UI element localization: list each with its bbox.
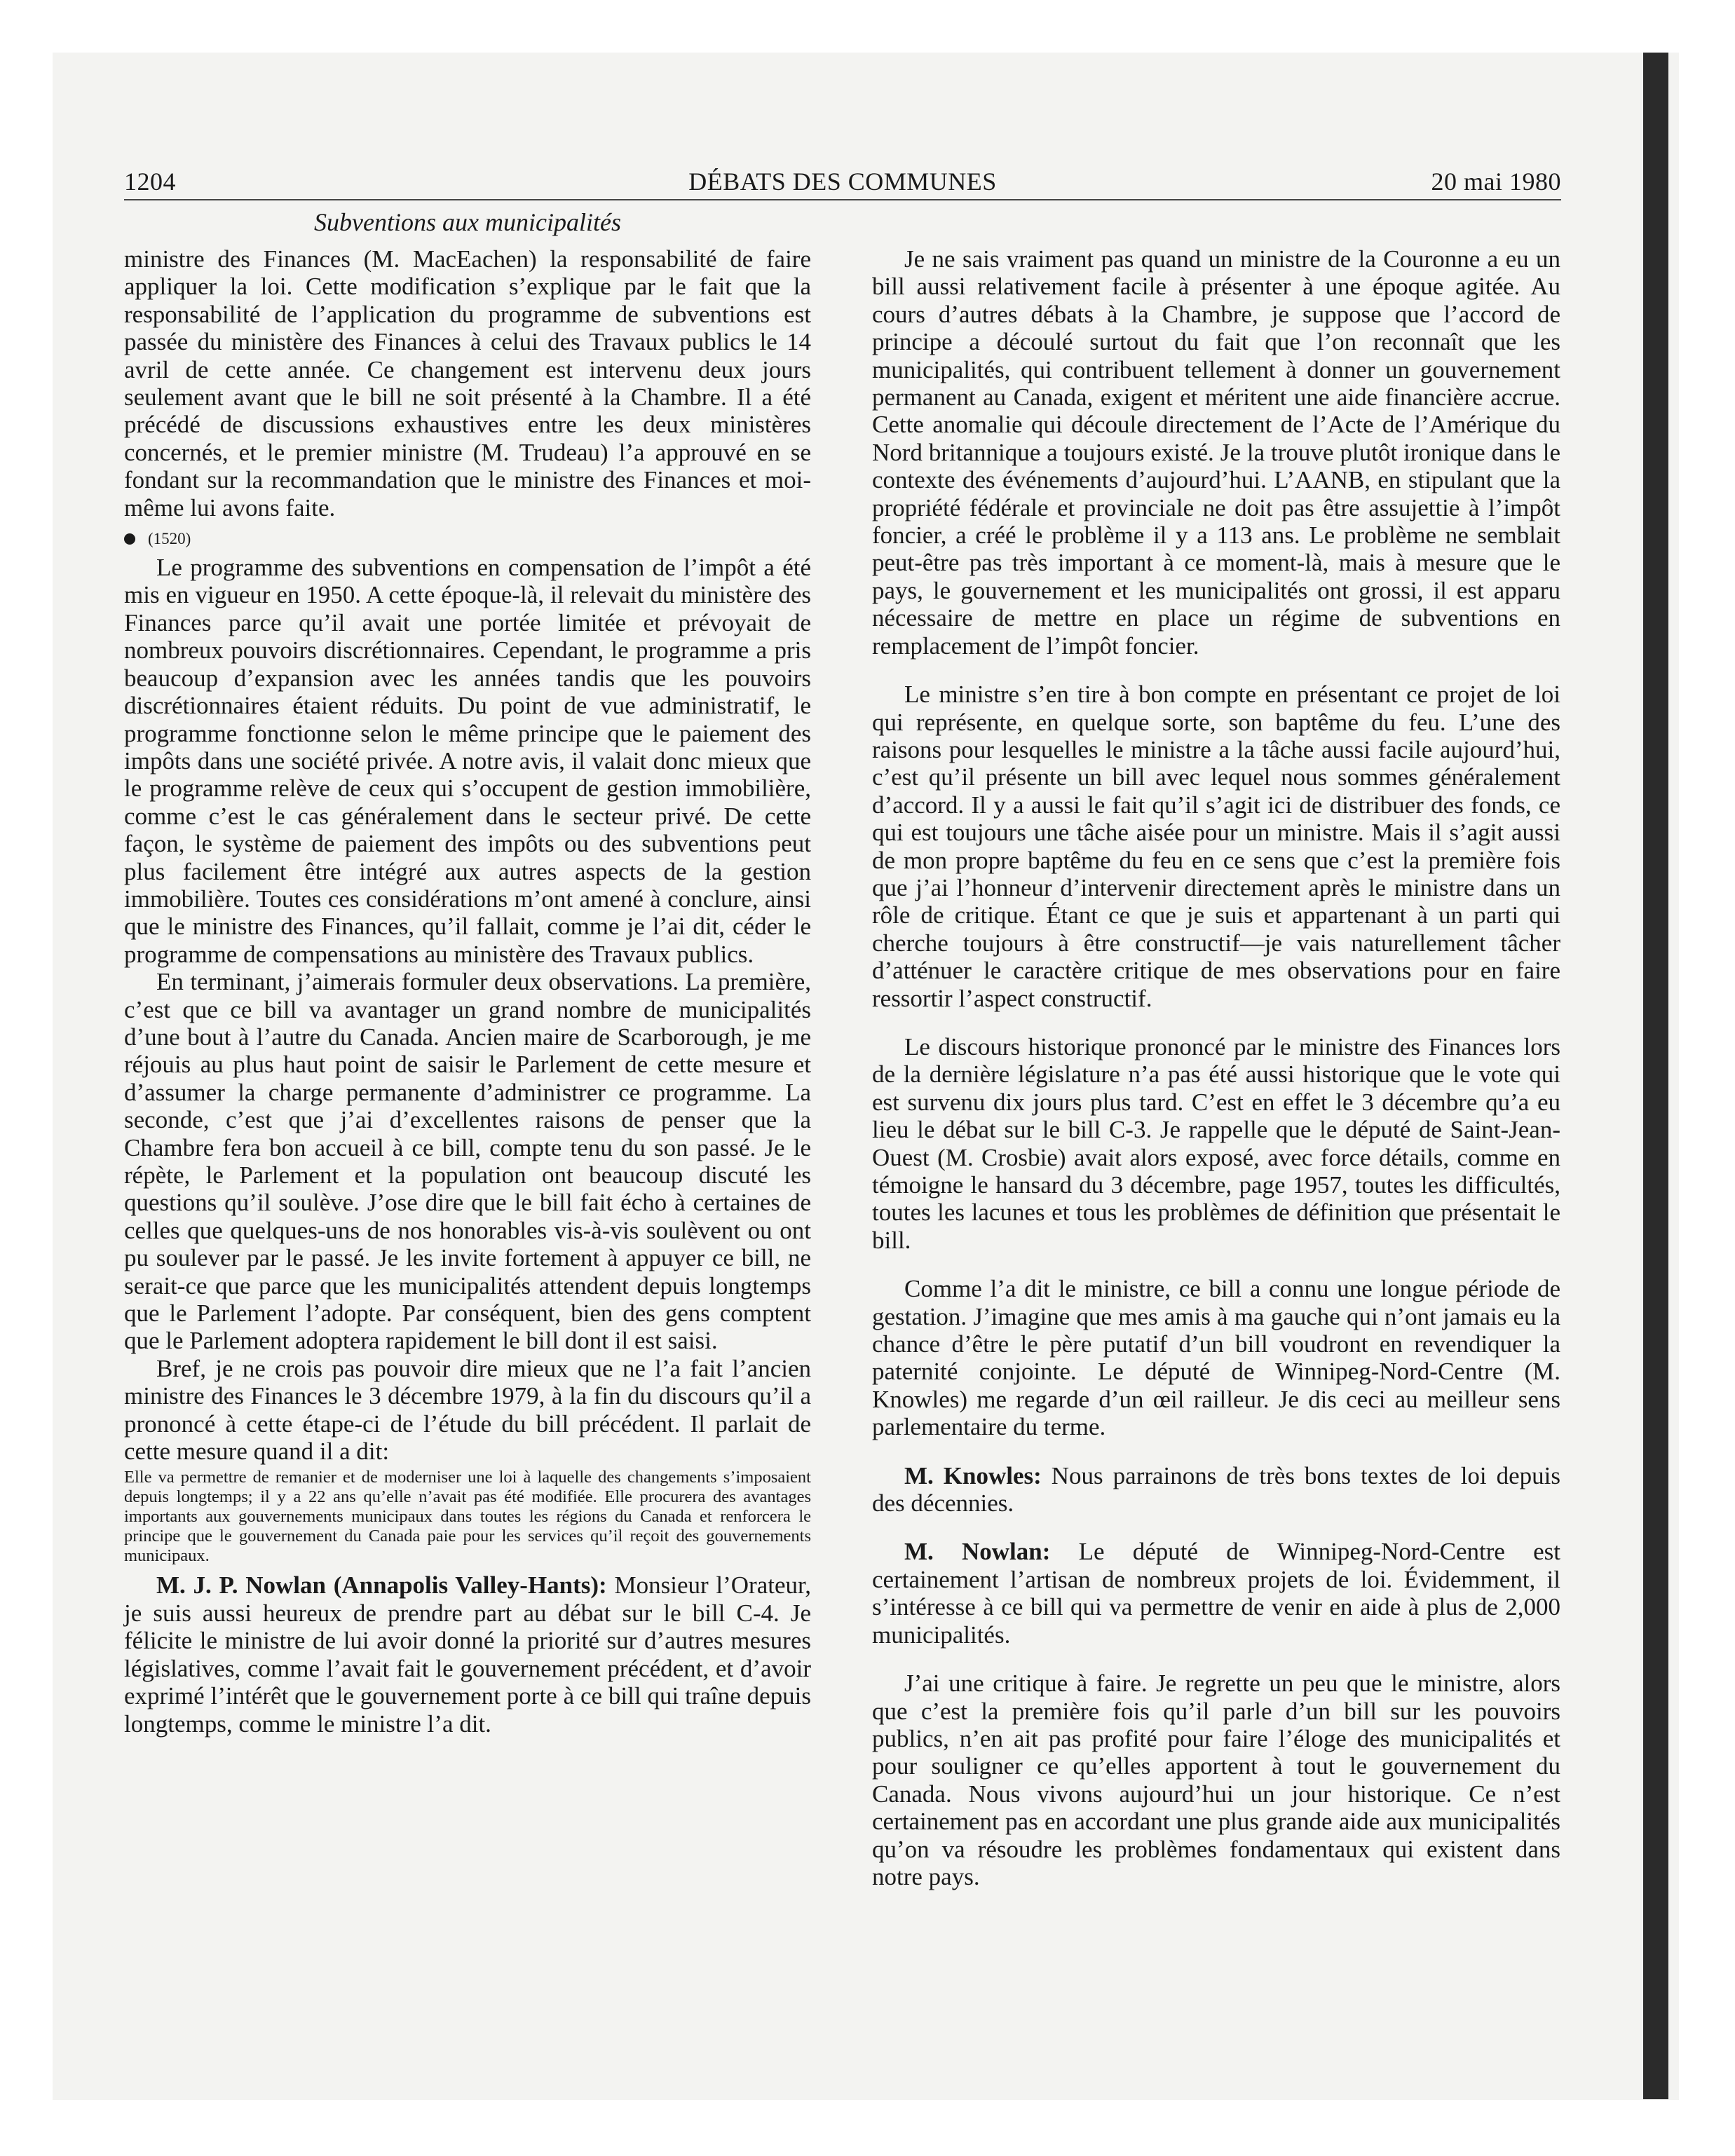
- speech-paragraph: [124, 1571, 811, 1737]
- speaker-name: M. Knowles:: [904, 1461, 1042, 1489]
- left-column: [124, 245, 811, 1738]
- right-column: [872, 245, 1560, 1890]
- paragraph: Le programme des subventions en compensation de l’impôt a été mis en vigueur en 1950. A cette époque-là, il relevait du ministère des Finances parce qu’il avait une portée limitée et prévoyait de nombreux pouvoirs discrétionnaires. Cependant, le programme a pris beaucoup d’expansion avec les années tandis que les pouvoirs discrétionnaires étaient réduits. Du point de vue administratif, le programme fonctionne selon le même principe que le paiement des impôts dans une société privée. A notre avis, il valait donc mieux que le programme relève de ceux qui s’occupent de gestion immobilière, comme c’est le cas généralement dans le secteur privé. De cette façon, le système de paiement des impôts ou des subventions peut plus facilement être intégré aux autres aspects de la gestion immobilière. Toutes ces considérations m’ont amené à conclure, ainsi que le ministre des Finances, qu’il fallait, comme je l’ai dit, céder le programme de compensations au ministère des Travaux publics.: [124, 554, 811, 968]
- paragraph: Comme l’a dit le ministre, ce bill a connu une longue période de gestation. J’imagine que mes amis à ma gauche qui n’ont jamais eu la chance d’être le père putatif d’un bill voudront en revendiquer la paternité conjointe. Le député de Winnipeg-Nord-Centre (M. Knowles) me regarde d’un œil railleur. Je dis ceci au meilleur sens parlementaire du terme.: [872, 1275, 1560, 1441]
- publication-title: DÉBATS DES COMMUNES: [688, 168, 997, 196]
- speech-text: Monsieur l’Orateur, je suis aussi heureux de prendre part au débat sur le bill C-4. Je félicite le ministre de lui avoir donné la priorité sur d’autres mesures législatives, comme l’avait fait le gouvernement précédent, et d’avoir exprimé l’intérêt que le gouvernement porte à ce bill qui traîne depuis longtemps, comme le ministre l’a dit.: [124, 1571, 812, 1738]
- paragraph: Le ministre s’en tire à bon compte en présentant ce projet de loi qui représente, en quelque sorte, son baptême du feu. L’une des raisons pour lesquelles le ministre a la tâche aussi facile aujourd’hui, c’est qu’il présente un bill avec lequel nous sommes généralement d’accord. Il y a aussi le fait qu’il s’agit ici de distribuer des fonds, ce qui est toujours une tâche aisée pour un ministre. Mais il s’agit aussi de mon propre baptême du feu en ce sens que c’est la première fois que j’ai l’honneur d’intervenir directement après le ministre dans un rôle de critique. Étant ce que je suis et appartenant à un parti qui cherche toujours à être constructif—je vais naturellement tâcher d’atténuer le caractère critique de mes observations pour en faire ressortir l’aspect constructif.: [872, 681, 1560, 1012]
- paragraph: J’ai une critique à faire. Je regrette un peu que le ministre, alors que c’est la première fois qu’il parle d’un bill sur les pouvoirs publics, n’en ait pas profité pour faire l’éloge des municipalités et pour souligner ce qu’elles apportent à tout le gouvernement du Canada. Nous vivons aujourd’hui un jour historique. Ce n’est certainement pas en accordant une plus grande aide aux municipalités qu’on va résoudre les problèmes fondamentaux qui existent dans notre pays.: [872, 1670, 1560, 1890]
- running-header: [124, 160, 1561, 200]
- block-quote: Elle va permettre de remanier et de moderniser une loi à laquelle des changements s’imposaient depuis longtemps; il y a 22 ans qu’elle n’avait pas été modifiée. Elle procurera des avantages importants aux gouvernements municipaux dans toutes les régions du Canada et renforcera le principe que le gouvernement du Canada paie pour les services qu’il reçoit des gouvernements municipaux.: [124, 1468, 811, 1566]
- speaker-name: M. J. P. Nowlan (Annapolis Valley-Hants):: [156, 1571, 607, 1599]
- page-number: 1204: [124, 168, 176, 196]
- paragraph: ministre des Finances (M. MacEachen) la responsabilité de faire appliquer la loi. Cette modification s’explique par le fait que la responsabilité de l’application du programme de subventions est passée du ministère des Finances à celui des Travaux publics le 14 avril de cette année. Ce changement est intervenu deux jours seulement avant que le bill ne soit présenté à la Chambre. Il a été précédé de discussions exhaustives entre les deux ministères concernés, et le premier ministre (M. Trudeau) l’a approuvé en se fondant sur la recommandation que le ministre des Finances et moi-même lui avons faite.: [124, 245, 811, 521]
- paragraph: Bref, je ne crois pas pouvoir dire mieux que ne l’a fait l’ancien ministre des Finances le 3 décembre 1979, à la fin du discours qu’il a prononcé à cette étape-ci de l’étude du bill précédent. Il parlait de cette mesure quand il a dit:: [124, 1354, 811, 1466]
- speech-text: Nous parrainons de très bons textes de loi depuis des décennies.: [872, 1461, 1561, 1517]
- time-marker-label: (1520): [148, 530, 191, 548]
- scan-edge-bar: [1643, 53, 1668, 2099]
- sitting-date: 20 mai 1980: [1431, 168, 1561, 196]
- speech-paragraph: [872, 1462, 1560, 1517]
- time-marker: [124, 528, 811, 550]
- speech-text: Le député de Winnipeg-Nord-Centre est certainement l’artisan de nombreux projets de loi. Évidemment, il s’intéresse à ce bill qui va permettre de venir en aide à plus de 2,000 municipalités.: [872, 1538, 1561, 1649]
- speech-paragraph: [872, 1538, 1560, 1649]
- bullet-icon: [124, 533, 135, 545]
- paragraph: Le discours historique prononcé par le ministre des Finances lors de la dernière législature n’a pas été aussi historique que le vote qui est survenu dix jours plus tard. C’est en effet le 3 décembre qu’a eu lieu le débat sur le bill C-3. Je rappelle que le député de Saint-Jean-Ouest (M. Crosbie) avait alors exposé, avec force détails, comme en témoigne le hansard du 3 décembre, page 1957, toutes les difficultés, toutes les lacunes et tous les problèmes de définition que présentait le bill.: [872, 1032, 1560, 1254]
- paragraph: Je ne sais vraiment pas quand un ministre de la Couronne a eu un bill aussi relativement facile à présenter à une époque agitée. Au cours d’autres débats à la Chambre, je suppose que l’accord de principe a découlé surtout du fait que l’on reconnaît que les municipalités, qui contribuent tellement à donner un gouvernement permanent au Canada, exigent et méritent une aide financière accrue. Cette anomalie qui découle directement de l’Acte de l’Amérique du Nord britannique a toujours existé. Je la trouve plutôt ironique dans le contexte des événements d’aujourd’hui. L’AANB, en stipulant que la propriété fédérale et provinciale ne doit pas être assujettie à l’impôt foncier, a créé le problème il y a 113 ans. Le problème ne semblait peut-être pas très important à ce moment-là, mais à mesure que le pays, le gouvernement et les municipalités ont grossi, il est apparu nécessaire de mettre en place un régime de subventions en remplacement de l’impôt foncier.: [872, 245, 1560, 660]
- subject-heading: Subventions aux municipalités: [314, 208, 621, 236]
- paragraph: En terminant, j’aimerais formuler deux observations. La première, c’est que ce bill va avantager un grand nombre de municipalités d’une bout à l’autre du Canada. Ancien maire de Scarborough, je me réjouis au plus haut point de saisir le Parlement de cette mesure et d’assumer la charge permanente d’administrer ce programme. La seconde, c’est que j’ai d’excellentes raisons de penser que la Chambre fera bon accueil à ce bill, compte tenu du son passé. Je le répète, le Parlement et la population ont beaucoup discuté les questions qu’il soulève. J’ose dire que le bill fait écho à certaines de celles que quelques-uns de nos honorables vis-à-vis soulèvent ou ont pu soulever par le passé. Je les invite fortement à appuyer ce bill, ne serait-ce que parce que les municipalités attendent depuis longtemps que le Parlement l’adopte. Par conséquent, bien des gens comptent que le Parlement adoptera rapidement le bill dont il est saisi.: [124, 968, 811, 1355]
- speaker-name: M. Nowlan:: [904, 1538, 1051, 1566]
